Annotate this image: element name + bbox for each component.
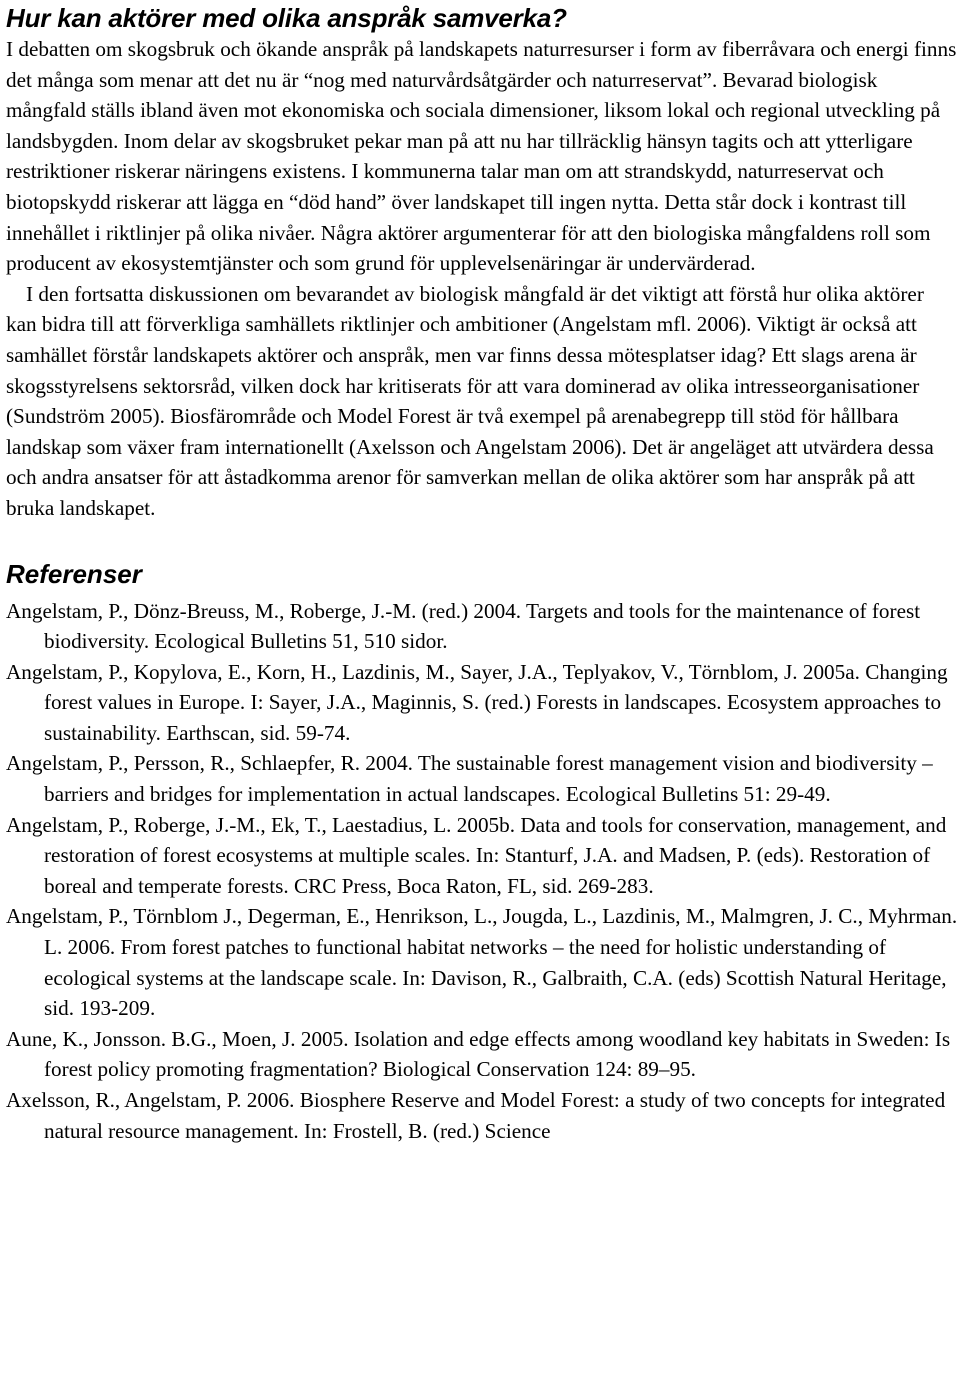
reference-item: Angelstam, P., Roberge, J.-M., Ek, T., Laestadius, L. 2005b. Data and tools for conservation, management, and restoration of forest ecosystems at multiple scales. In: Stanturf, J.A. and Madsen, P. (eds). Restoration of boreal and temperate forests. CRC Press, Boca Raton, FL, sid. 269-283.: [6, 812, 947, 898]
reference-item: Axelsson, R., Angelstam, P. 2006. Biosphere Reserve and Model Forest: a study of two concepts for integrated natural resource management. In: Frostell, B. (red.) Science: [6, 1088, 946, 1143]
body-paragraph-2: I den fortsatta diskussionen om bevarandet av biologisk mångfald är det viktigt att förstå hur olika aktörer kan bidra till att förverkliga samhällets riktlinjer och ambitioner (Angelstam mfl. 2006). Viktigt är också att samhället förstår landskapets aktörer och anspråk, men var finns dessa mötesplatser idag? Ett slags arena är skogsstyrelsens sektorsråd, vilken dock har kritiserats för att vara dominerad av olika intresseorganisationer (Sundström 2005). Biosfärområde och Model Forest är två exempel på arenabegrepp till stöd för hållbara landskap som växer fram internationellt (Axelsson och Angelstam 2006). Det är angeläget att utvärdera dessa och andra ansatser för att åstadkomma arenor för samverkan mellan de olika aktörer som har anspråk på att bruka landskapet.: [6, 281, 934, 520]
body-paragraph-1: I debatten om skogsbruk och ökande anspråk på landskapets naturresurser i form av fiberråvara och energi finns det många som menar att det nu är “nog med naturvårdsåtgärder och naturreservat”. Bevarad biologisk mångfald ställs ibland även mot ekonomiska och sociala dimensioner, liksom lokal och regional utveckling på landsbygden. Inom delar av skogsbruket pekar man på att nu har tillräcklig hänsyn tagits och att ytterligare restriktioner riskerar näringens existens. I kommunerna talar man om att strandskydd, naturreservat och biotopskydd riskerar att lägga en “död hand” över landskapet till ingen nytta. Detta står dock i kontrast till innehållet i riktlinjer på olika nivåer. Några aktörer argumenterar för att den biologiska mångfaldens roll som producent av ekosystemtjänster och som grund för upplevelsenäringar är undervärderad.: [6, 37, 957, 276]
references-heading: Referenser: [6, 558, 142, 589]
section-heading-samverka: Hur kan aktörer med olika anspråk samverka?: [6, 3, 567, 33]
reference-item: Angelstam, P., Törnblom J., Degerman, E., Henrikson, L., Jougda, L., Lazdinis, M., Malmgren, J. C., Myhrman. L. 2006. From forest patches to functional habitat networks – the need for holistic understanding of ecological systems at the landscape scale. In: Davison, R., Galbraith, C.A. (eds) Scottish Natural Heritage, sid. 193-209.: [6, 904, 958, 1021]
reference-item: Angelstam, P., Dönz-Breuss, M., Roberge, J.-M. (red.) 2004. Targets and tools for the maintenance of forest biodiversity. Ecological Bulletins 51, 510 sidor.: [6, 598, 921, 654]
reference-item: Angelstam, P., Persson, R., Schlaepfer, R. 2004. The sustainable forest management vision and biodiversity – barriers and bridges for implementation in actual landscapes. Ecological Bulletins 51: 29-49.: [6, 751, 933, 807]
document-page: [6, 0, 958, 1398]
reference-item: Angelstam, P., Kopylova, E., Korn, H., Lazdinis, M., Sayer, J.A., Teplyakov, V., Törnblom, J. 2005a. Changing forest values in Europe. I: Sayer, J.A., Maginnis, S. (red.) Forests in landscapes. Ecosystem approaches to sustainability. Earthscan, sid. 59-74.: [6, 659, 948, 745]
reference-item: Aune, K., Jonsson. B.G., Moen, J. 2005. Isolation and edge effects among woodland key habitats in Sweden: Is forest policy promoting fragmentation? Biological Conservation 124: 89–95.: [6, 1026, 951, 1082]
reference-list: [6, 596, 958, 1147]
